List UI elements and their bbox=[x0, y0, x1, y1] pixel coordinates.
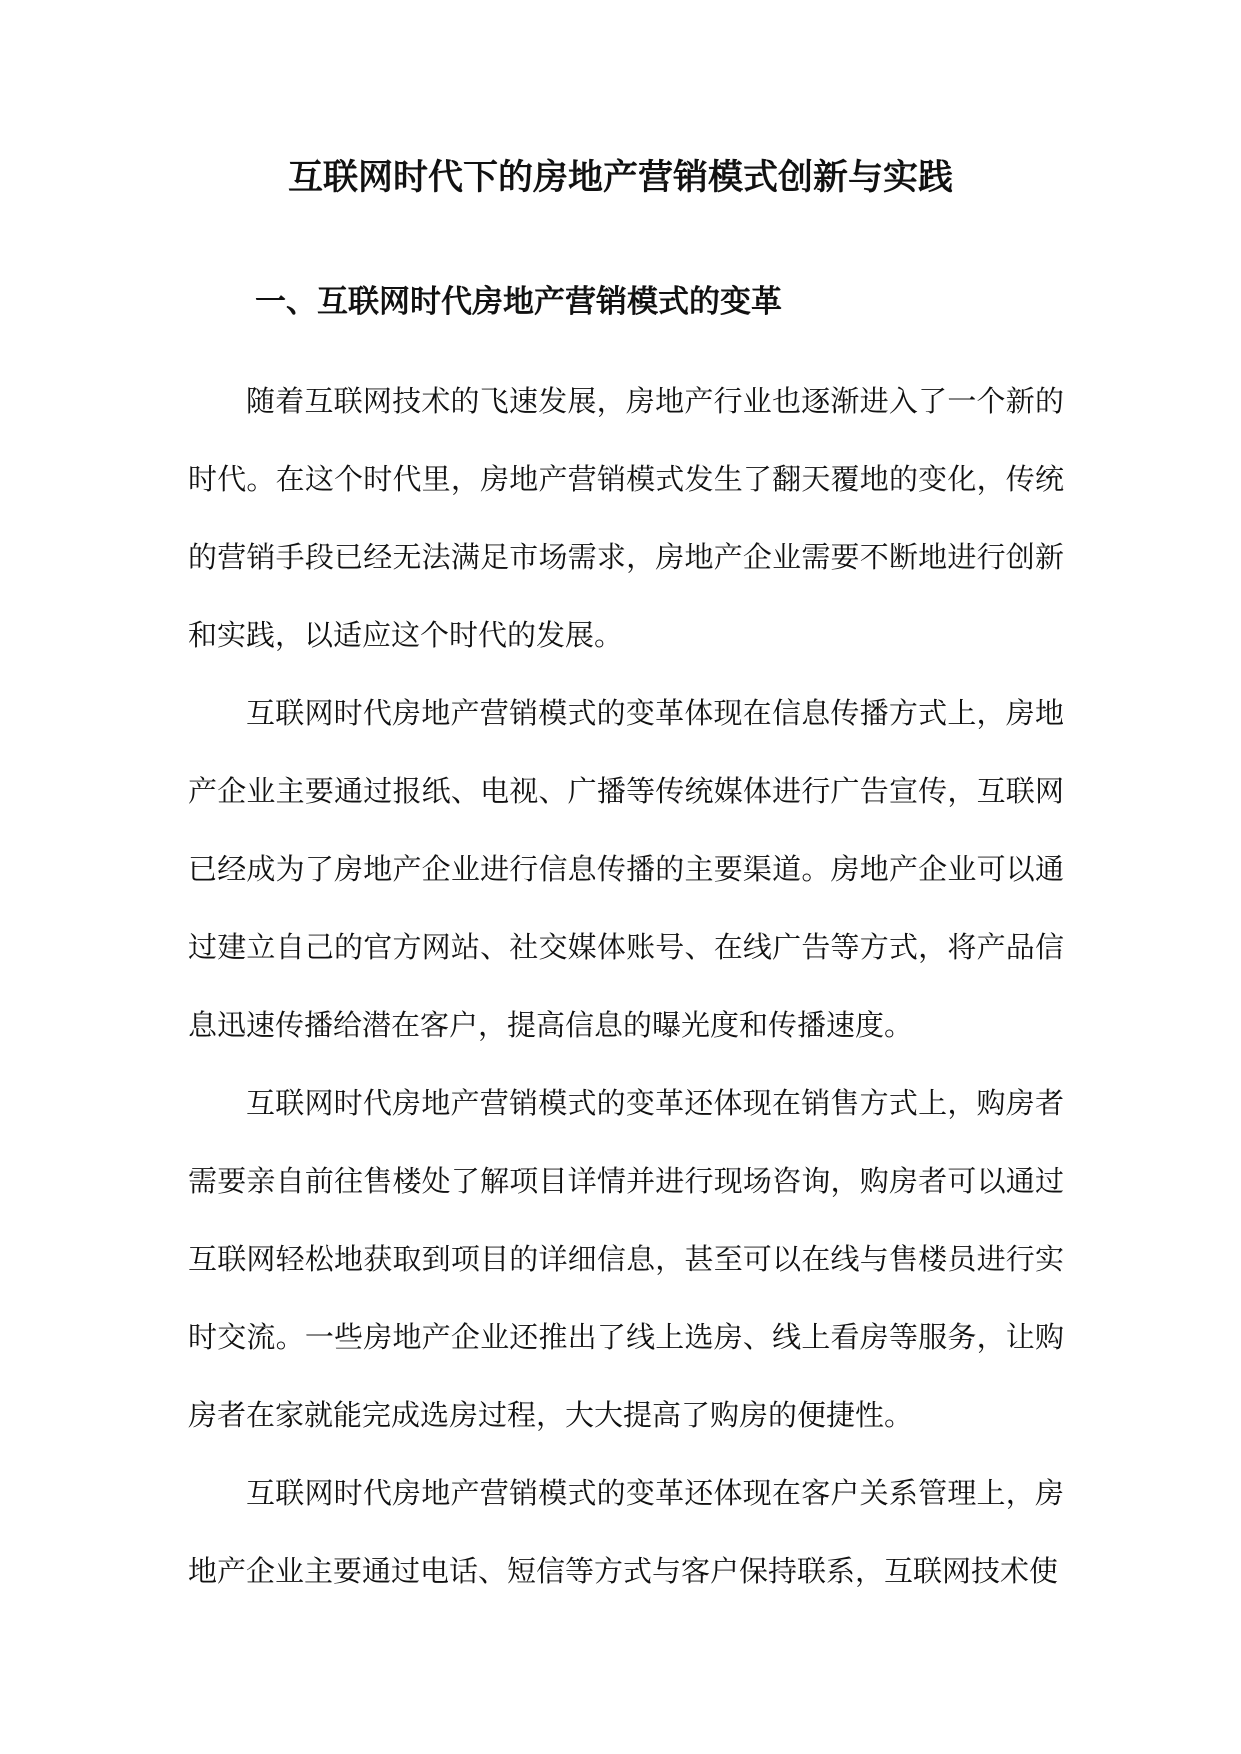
paragraph-2: 互联网时代房地产营销模式的变革体现在信息传播方式上，房地产企业主要通过报纸、电视、广播等传统媒体进行广告宣传，互联网已经成为了房地产企业进行信息传播的主要渠道。房地产企业可以通过建立自己的官方网站、社交媒体账号、在线广告等方式，将产品信息迅速传播给潜在客户，提高信息的曝光度和传播速度。 bbox=[188, 696, 1064, 1042]
paragraph-1: 随着互联网技术的飞速发展，房地产行业也逐渐进入了一个新的时代。在这个时代里，房地产营销模式发生了翻天覆地的变化，传统的营销手段已经无法满足市场需求，房地产企业需要不断地进行创新和实践，以适应这个时代的发展。 bbox=[188, 384, 1064, 652]
section-heading: 一、互联网时代房地产营销模式的变革 bbox=[255, 284, 782, 320]
document-title: 互联网时代下的房地产营销模式创新与实践 bbox=[287, 157, 953, 198]
paragraph-4: 互联网时代房地产营销模式的变革还体现在客户关系管理上，房地产企业主要通过电话、短信等方式与客户保持联系，互联网技术使 bbox=[188, 1476, 1064, 1588]
section-body bbox=[188, 362, 1064, 1610]
paragraph-3: 互联网时代房地产营销模式的变革还体现在销售方式上，购房者需要亲自前往售楼处了解项目详情并进行现场咨询，购房者可以通过互联网轻松地获取到项目的详细信息，甚至可以在线与售楼员进行实时交流。一些房地产企业还推出了线上选房、线上看房等服务，让购房者在家就能完成选房过程，大大提高了购房的便捷性。 bbox=[188, 1086, 1064, 1432]
